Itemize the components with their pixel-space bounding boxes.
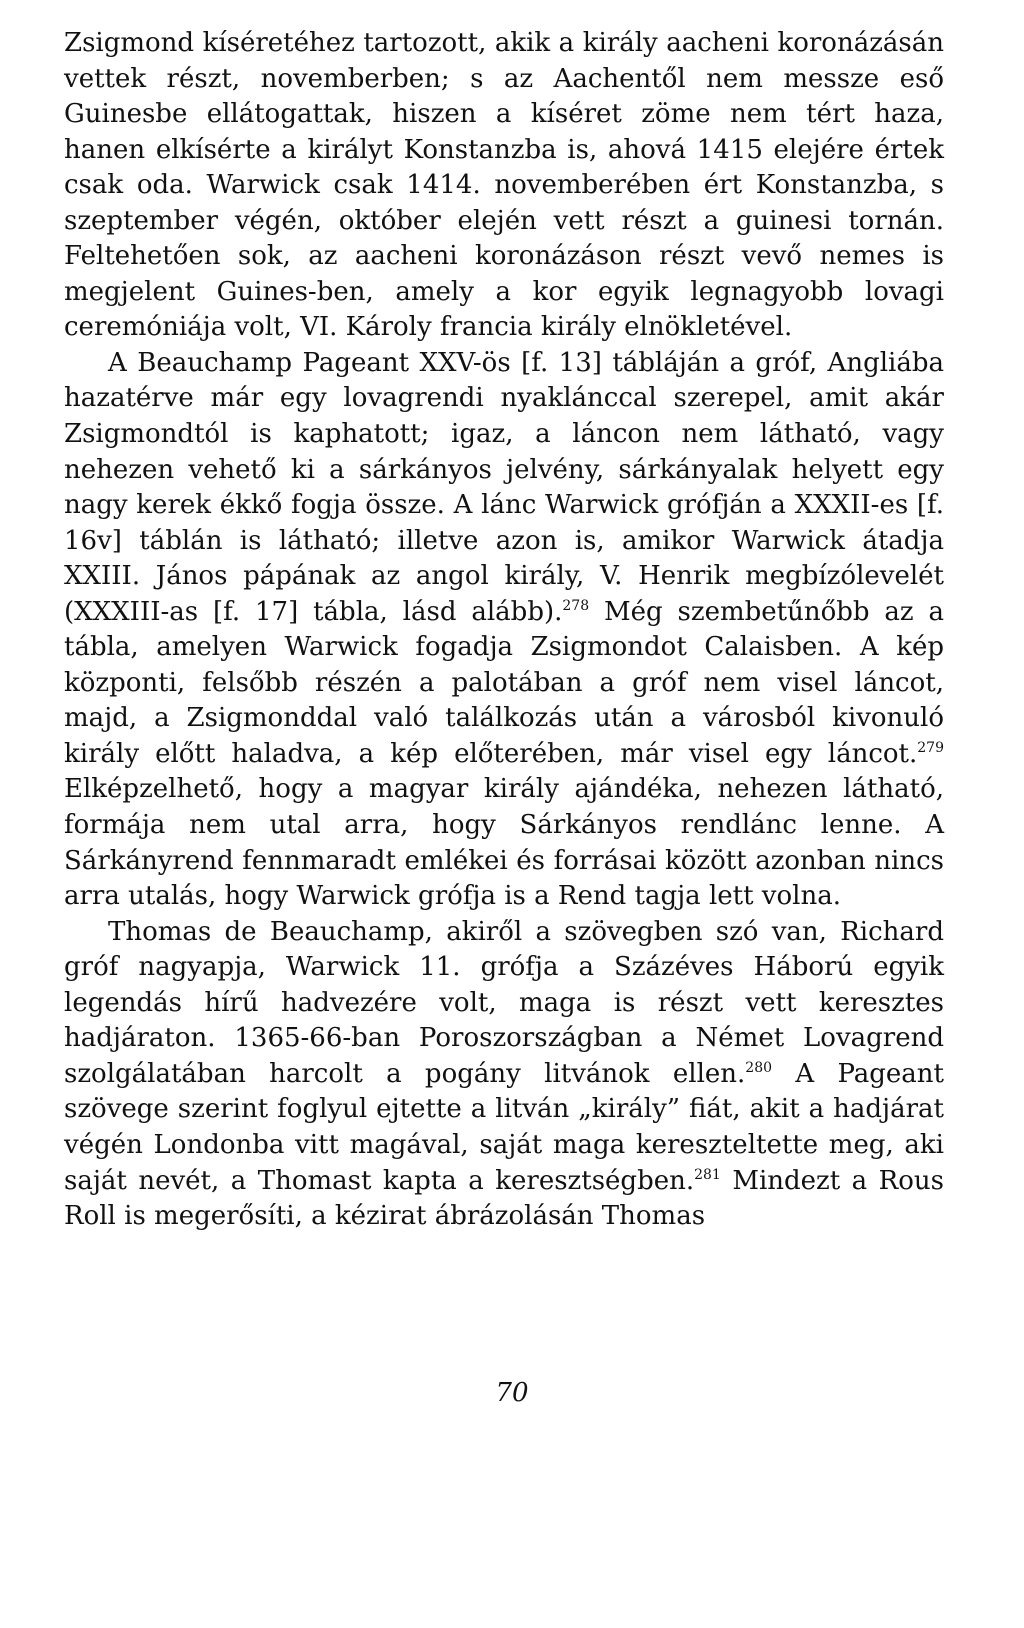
paragraph xyxy=(64,26,944,346)
page-body xyxy=(64,26,944,1235)
page-number: 70 xyxy=(495,1378,529,1408)
footnote-reference: 280 xyxy=(745,1059,773,1076)
paragraph-text: Mindezt a Rous Roll is megerősíti, a kézirat ábrázolásán Thomas xyxy=(64,1165,944,1232)
paragraph-text: A Pageant szövege szerint foglyul ejtette a litván „király” fiát, akit a hadjárat végén Londonba vitt magával, saját maga kereszteltette meg, aki saját nevét, a Thomast kapta a keresztségben. xyxy=(64,1058,945,1196)
paragraph-text: Elképzelhető, hogy a magyar király ajándéka, nehezen látható, formája nem utal arra, hogy Sárkányos rendlánc lenne. A Sárkányrend fennmaradt emlékei és forrásai között azonban nincs arra utalás, hogy Warwick grófja is a Rend tagja lett volna. xyxy=(64,774,944,912)
footnote-reference: 279 xyxy=(917,739,944,756)
paragraph xyxy=(64,346,944,915)
paragraph-text: A Beauchamp Pageant XXV-ös [f. 13] tábláján a gróf, Angliába hazatérve már egy lovagrendi nyaklánccal szerepel, amit akár Zsigmondtól is kaphatott; igaz, a láncon nem látható, vagy nehezen vehető ki a sárkányos jelvény, sárkányalak helyett egy nagy kerek ékkő fogja össze. A lánc Warwick grófján a XXXII-es [f. 16v] táblán is látható; illetve azon is, amikor Warwick átadja XXIII. János pápának az angol király, V. Henrik megbízólevelét (XXXIII-as [f. 17] tábla, lásd alább). xyxy=(64,347,944,627)
paragraph-text: Zsigmond kíséretéhez tartozott, akik a király aacheni koronázásán vettek részt, novemberben; s az Aachentől nem messze eső Guinesbe ellátogattak, hiszen a kíséret zöme nem tért haza, hanen elkísérte a királyt Konstanzba is, ahová 1415 elejére értek csak oda. Warwick csak 1414. novemberében ért Konstanzba, s szeptember végén, október elején vett részt a guinesi tornán. Feltehetően sok, az aacheni koronázáson részt vevő nemes is megjelent Guines-ben, amely a kor egyik legnagyobb lovagi ceremóniája volt, VI. Károly francia király elnökletével. xyxy=(64,28,944,343)
footnote-reference: 281 xyxy=(694,1166,721,1183)
paragraph-text: Még szembetűnőbb az a tábla, amelyen Warwick fogadja Zsigmondot Calaisben. A kép központi, felsőbb részén a palotában a gróf nem visel láncot, majd, a Zsigmonddal való találkozás után a városból kivonuló király előtt haladva, a kép előterében, már visel egy láncot. xyxy=(64,596,944,769)
footnote-reference: 278 xyxy=(562,597,590,614)
paragraph xyxy=(64,915,944,1235)
paragraph-text: Thomas de Beauchamp, akiről a szövegben szó van, Richard gróf nagyapja, Warwick 11. grófja a Százéves Háború egyik legendás hírű hadvezére volt, maga is részt vett keresztes hadjáraton. 1365-66-ban Poroszországban a Német Lovagrend szolgálatában harcolt a pogány litvánok ellen. xyxy=(64,916,944,1089)
